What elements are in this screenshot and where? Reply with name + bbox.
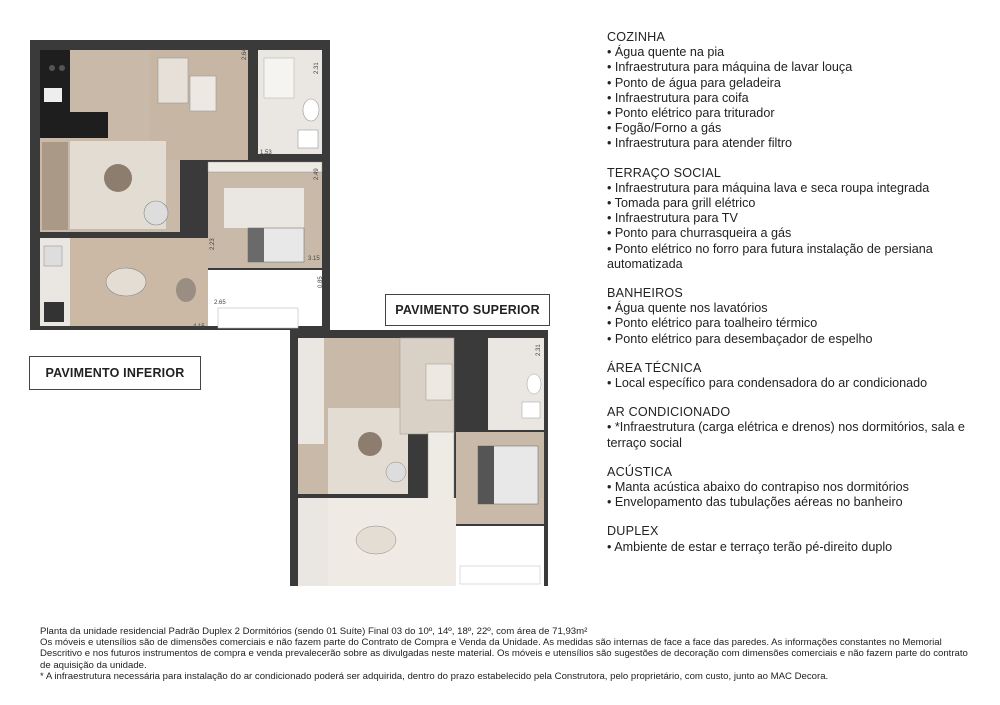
spec-item: • Local específico para condensadora do ar condicionado [607,376,928,391]
upper-floor-drawing [288,328,553,608]
spec-item: • Água quente na pia [607,45,725,60]
dim-label: 4.15 [193,324,205,330]
lower-floor-plan [28,38,338,338]
spec-item: • Ponto de água para geladeira [607,75,781,90]
spec-section [607,405,992,451]
spec-section-title: DUPLEX [607,524,659,539]
specifications-list [607,30,992,569]
dim-label: 2.64 [242,48,248,60]
spec-section [607,30,992,152]
spec-item: • Água quente nos lavatórios [607,301,768,316]
footnote-line2: Os móveis e utensílios são de dimensões comerciais e não fazem parte do Contrato de Compra e Venda da Unidade. As medidas são internas de face a face das paredes. As informações constantes no Memorial Descritivo e nos futuros instrumentos de compra e venda prevalecerão sobre as divulgadas neste material. Os móveis e utensílios são sugestões de decoração com dimensões comerciais e não fazem parte do contrato de aquisição da unidade. [40,637,968,671]
lower-floor-drawing [28,38,338,338]
spec-section-title: TERRAÇO SOCIAL [607,165,722,180]
spec-item: • Manta acústica abaixo do contrapiso nos dormitórios [607,480,909,495]
spec-item: • Fogão/Forno a gás [607,121,722,136]
spec-section [607,361,992,391]
desk-area [224,188,304,228]
upper-floor-label: PAVIMENTO SUPERIOR [385,294,550,326]
dim-label: 2.23 [210,238,216,250]
footnote-line3: * A infraestrutura necessária para instalação do ar condicionado poderá ser adquirida, dentro do prazo estabelecido pela Construtora, pelo proprietário, com custo, junto ao MAC Decora. [40,670,829,682]
sink [298,130,318,148]
stair-steps [158,58,188,103]
spec-item: • Ponto elétrico para desembaçador de espelho [607,331,873,346]
spec-section-title: ACÚSTICA [607,464,673,479]
spec-item: • Ponto elétrico no forro para futura instalação de persiana automatizada [607,241,933,271]
spec-item: • Infraestrutura para máquina de lavar louça [607,60,853,75]
dining-table [106,268,146,296]
kitchen-sink [44,88,62,102]
spec-section [607,524,992,554]
spec-item: • Infraestrutura para coifa [607,90,749,105]
dim-label: 2.49 [314,168,320,180]
spec-item: • Infraestrutura para máquina lava e seca roupa integrada [607,180,930,195]
upper-floor-plan [288,328,553,608]
footnote [40,626,980,682]
dim-label: 2.31 [536,344,542,356]
spec-item: • Ambiente de estar e terraço terão pé-direito duplo [607,539,893,554]
spec-item: • *Infraestrutura (carga elétrica e drenos) nos dormitórios, sala e terraço social [607,420,965,450]
dim-label: 3.15 [308,256,320,262]
spec-section [607,166,992,272]
spec-section [607,465,992,511]
coffee-table [104,164,132,192]
dim-label: 2.31 [314,62,320,74]
dim-label: 2.65 [214,300,226,306]
sofa [42,142,68,230]
spec-section-title: ÁREA TÉCNICA [607,360,702,375]
spec-section-title: BANHEIROS [607,286,683,301]
toilet [303,99,319,121]
spec-item: • Ponto elétrico para triturador [607,106,775,121]
spec-item: • Infraestrutura para TV [607,211,738,226]
spec-item: • Envelopamento das tubulações aéreas no banheiro [607,495,903,510]
dim-label: 0.85 [318,276,324,288]
spec-item: • Ponto elétrico para toalheiro térmico [607,316,818,331]
lower-floor-label: PAVIMENTO INFERIOR [29,356,201,390]
spec-item: • Ponto para churrasqueira a gás [607,226,792,241]
spec-section-title: AR CONDICIONADO [607,405,731,420]
dim-label: 1.53 [260,150,272,156]
spec-item: • Infraestrutura para atender filtro [607,136,793,151]
spec-section [607,286,992,347]
footnote-line1: Planta da unidade residencial Padrão Duplex 2 Dormitórios (sendo 01 Suíte) Final 03 do 10º, 14º, 18º, 22º, com área de 71,93m² [40,626,588,637]
spec-item: • Tomada para grill elétrico [607,196,756,211]
spec-section-title: COZINHA [607,30,666,44]
